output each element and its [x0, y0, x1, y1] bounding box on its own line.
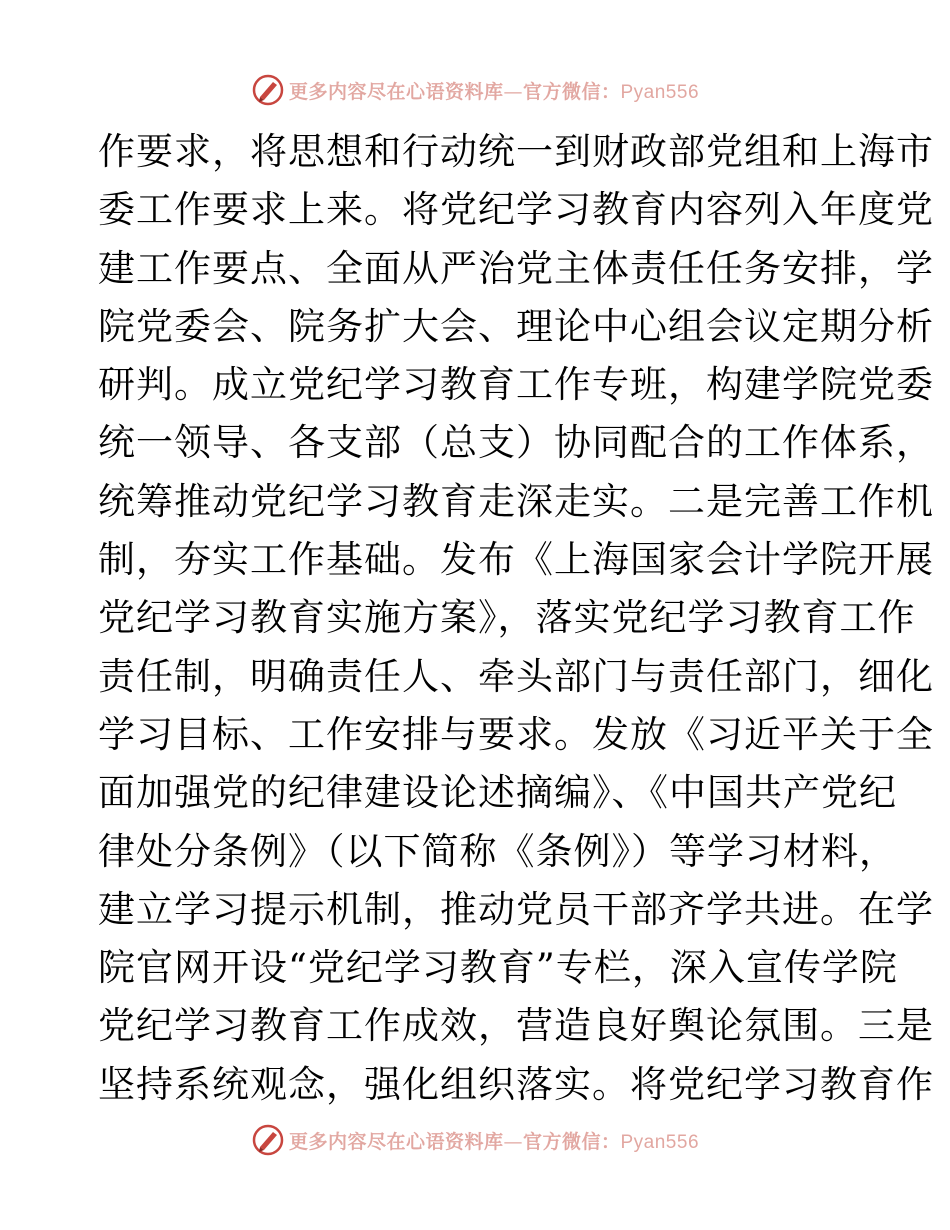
body-line: 责任制，明确责任人、牵头部门与责任部门，细化 [98, 654, 934, 698]
body-line: 研判。成立党纪学习教育工作专班，构建学院党委 [98, 363, 934, 407]
header-wechat-label: 官方微信： [522, 80, 621, 103]
header-separator: — [503, 80, 523, 103]
header-brand: Pyan556 [620, 81, 700, 103]
footer-banner-text [289, 1127, 699, 1154]
body-line: 建工作要点、全面从严治党主体责任任务安排，学 [98, 246, 934, 290]
body-line: 党纪学习教育工作成效，营造良好舆论氛围。三是 [98, 1004, 934, 1048]
footer-brand: Pyan556 [620, 1131, 700, 1153]
pen-logo-icon [251, 73, 285, 107]
footer-watermark [0, 1122, 950, 1158]
body-line: 面加强党的纪律建设论述摘编》、《中国共产党纪 [98, 771, 897, 815]
footer-banner-main: 更多内容尽在心语资料库 [288, 1130, 504, 1153]
body-line: 律处分条例》（以下简称《条例》）等学习材料， [98, 829, 897, 873]
body-line: 制，夯实工作基础。发布《上海国家会计学院开展 [98, 538, 934, 582]
body-line: 坚持系统观念，强化组织落实。将党纪学习教育作 [98, 1062, 934, 1106]
body-line: 统筹推动党纪学习教育走深走实。二是完善工作机 [98, 479, 934, 523]
body-line: 统一领导、各支部（总支）协同配合的工作体系， [98, 421, 934, 465]
body-line: 学习目标、工作安排与要求。发放《习近平关于全 [98, 712, 934, 756]
pen-logo-icon [251, 1123, 285, 1157]
footer-wechat-label: 官方微信： [522, 1130, 621, 1153]
body-line: 院党委会、院务扩大会、理论中心组会议定期分析 [98, 304, 934, 348]
header-banner-text [289, 77, 699, 104]
header-banner-main: 更多内容尽在心语资料库 [288, 80, 504, 103]
header-watermark [0, 72, 950, 108]
body-line: 院官网开设“党纪学习教育”专栏，深入宣传学院 [98, 946, 898, 990]
document-body [98, 123, 934, 1114]
body-line: 党纪学习教育实施方案》，落实党纪学习教育工作 [98, 596, 916, 640]
footer-separator: — [503, 1130, 523, 1153]
body-line: 委工作要求上来。将党纪学习教育内容列入年度党 [98, 188, 934, 232]
body-line: 作要求，将思想和行动统一到财政部党组和上海市 [98, 130, 934, 173]
body-line: 建立学习提示机制，推动党员干部齐学共进。在学 [98, 887, 934, 931]
